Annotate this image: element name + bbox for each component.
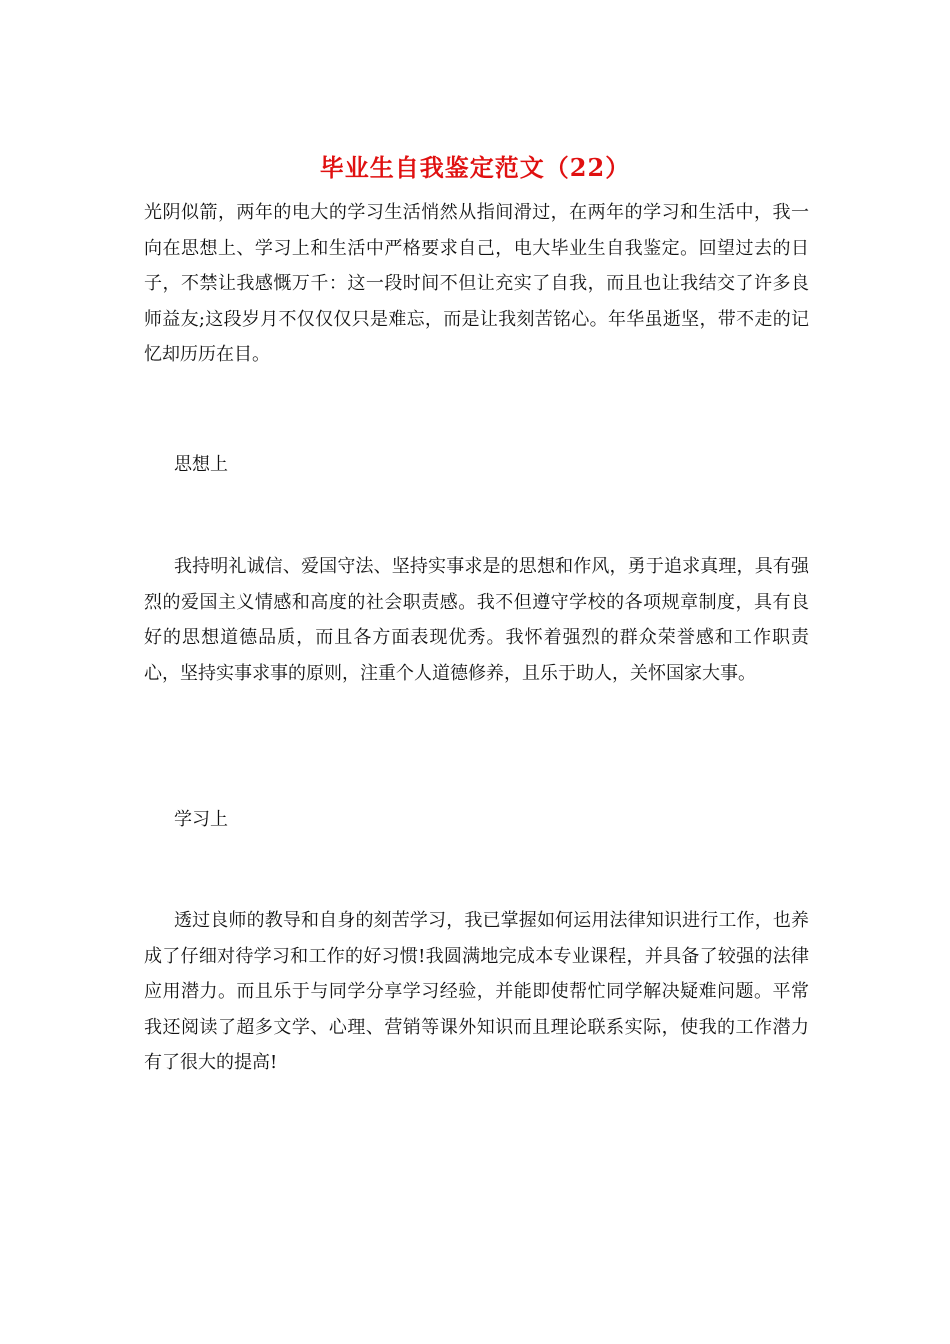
- document-title: 毕业生自我鉴定范文（22）: [319, 153, 631, 182]
- intro-paragraph: 光阴似箭，两年的电大的学习生活悄然从指间滑过，在两年的学习和生活中，我一向在思想上、学习上和生活中严格要求自己，电大毕业生自我鉴定。回望过去的日子，不禁让我感慨万千：这一段时间不但让充实了自我，而且也让我结交了许多良师益友;这段岁月不仅仅仅只是难忘，而是让我刻苦铭心。年华虽逝坚，带不走的记忆却历历在目。: [144, 202, 809, 365]
- section-heading-thought: 思想上: [174, 454, 228, 475]
- section-body-thought: 我持明礼诚信、爱国守法、坚持实事求是的思想和作风，勇于追求真理，具有强烈的爱国主义情感和高度的社会职责感。我不但遵守学校的各项规章制度，具有良好的思想道德品质，而且各方面表现优秀。我怀着强烈的群众荣誉感和工作职责心，坚持实事求事的原则，注重个人道德修养，且乐于助人，关怀国家大事。: [144, 556, 809, 684]
- section-body-study: 透过良师的教导和自身的刻苦学习，我已掌握如何运用法律知识进行工作，也养成了仔细对待学习和工作的好习惯!我圆满地完成本专业课程，并具备了较强的法律应用潜力。而且乐于与同学分享学习经验，并能即使帮忙同学解决疑难问题。平常我还阅读了超多文学、心理、营销等课外知识而且理论联系实际，使我的工作潜力有了很大的提高!: [144, 910, 809, 1073]
- section-heading-study: 学习上: [174, 809, 228, 830]
